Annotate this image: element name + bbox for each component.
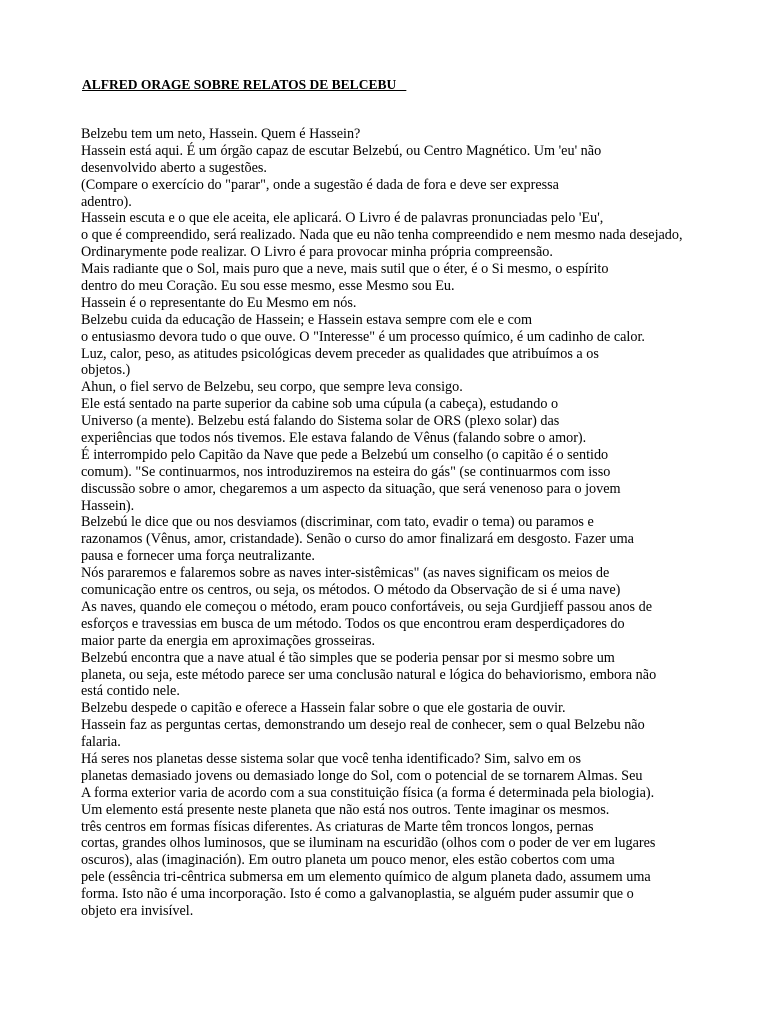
text-line: Ordinarymente pode realizar. O Livro é para provocar minha própria compreensão. [81,244,553,261]
text-line: Hassein escuta e o que ele aceita, ele aplicará. O Livro é de palavras pronunciadas pelo 'Eu', [81,210,604,227]
document-body [81,126,721,920]
text-line: comum). "Se continuarmos, nos introduziremos na esteira do gás" (se continuarmos com isso [81,463,611,480]
text-line: cortas, grandes olhos luminosos, que se iluminam na escuridão (olhos com o poder de ver em lugares [81,835,656,852]
text-line: Ele está sentado na parte superior da cabine sob uma cúpula (a cabeça), estudando o [81,396,559,413]
text-line: dentro do meu Coração. Eu sou esse mesmo, esse Mesmo sou Eu. [81,278,455,295]
text-line: comunicação entre os centros, ou seja, os métodos. O método da Observação de si é uma nave) [81,582,621,599]
text-line: (Compare o exercício do "parar", onde a sugestão é dada de fora e deve ser expressa [81,176,559,193]
text-line: falaria. [81,734,121,751]
text-line: Hassein faz as perguntas certas, demonstrando um desejo real de conhecer, sem o qual Belzebu não [81,717,645,734]
text-line: discussão sobre o amor, chegaremos a um aspecto da situação, que será venenoso para o jovem [81,480,621,497]
text-line: adentro). [81,193,132,210]
text-line: maior parte da energia em aproximações grosseiras. [81,632,376,649]
text-line: o entusiasmo devora tudo o que ouve. O "Interesse" é um processo químico, é um cadinho de calor. [81,328,645,345]
text-line: Luz, calor, peso, as atitudes psicológicas devem preceder as qualidades que atribuímos a os [81,345,599,362]
text-line: planetas demasiado jovens ou demasiado longe do Sol, com o potencial de se tornarem Almas. Seu [81,767,643,784]
text-line: o que é compreendido, será realizado. Nada que eu não tenha compreendido e nem mesmo nada desejado, [81,227,683,244]
text-line: forma. Isto não é uma incorporação. Isto é como a galvanoplastia, se alguém puder assumir que o [81,886,634,903]
text-line: A forma exterior varia de acordo com a sua constituição física (a forma é determinada pela biologia). [81,784,655,801]
document-title: ALFRED ORAGE SOBRE RELATOS DE BELCEBU [82,77,407,92]
text-line: Um elemento está presente neste planeta que não está nos outros. Tente imaginar os mesmos. [81,801,610,818]
text-line: Hassein). [81,497,135,514]
text-line: Universo (a mente). Belzebu está falando do Sistema solar de ORS (plexo solar) das [81,413,560,430]
text-line: Belzebu despede o capitão e oferece a Hassein falar sobre o que ele gostaria de ouvir. [81,700,566,717]
text-line: É interrompido pelo Capitão da Nave que pede a Belzebú um conselho (o capitão é o sentido [81,446,609,463]
text-line: pele (essência tri-cêntrica submersa em um elemento químico de algum planeta dado, assumem uma [81,869,651,886]
text-line: pausa e fornecer uma força neutralizante. [81,548,315,565]
text-line: Belzebú le dice que ou nos desviamos (discriminar, com tato, evadir o tema) ou paramos e [81,514,594,531]
text-line: Belzebú encontra que a nave atual é tão simples que se poderia pensar por si mesmo sobre um [81,649,615,666]
text-line: planeta, ou seja, este método parece ser uma conclusão natural e lógica do behaviorismo, embora não [81,666,657,683]
text-line: Belzebu tem um neto, Hassein. Quem é Hassein? [81,126,361,142]
text-line: Nós pararemos e falaremos sobre as naves inter-sistêmicas" (as naves significam os meios de [81,565,610,582]
text-line: Ahun, o fiel servo de Belzebu, seu corpo, que sempre leva consigo. [81,379,463,396]
text-line: objeto era invisível. [81,902,194,919]
text-line: está contido nele. [81,683,180,700]
text-line: desenvolvido aberto a sugestões. [81,159,267,176]
text-line: razonamos (Vênus, amor, cristandade). Senão o curso do amor finalizará em desgosto. Fazer uma [81,531,634,548]
text-line: As naves, quando ele começou o método, eram pouco confortáveis, ou seja Gurdjieff passou anos de [81,598,653,615]
text-line: Hassein está aqui. É um órgão capaz de escutar Belzebú, ou Centro Magnético. Um 'eu' não [81,142,602,159]
text-line: Hassein é o representante do Eu Mesmo em nós. [81,294,357,311]
text-line: objetos.) [81,362,131,379]
text-line: Belzebu cuida da educação de Hassein; e Hassein estava sempre com ele e com [81,311,533,328]
text-line: esforços e travessias em busca de um método. Todos os que encontrou eram desperdiçadores do [81,615,625,632]
text-line: oscuros), alas (imaginación). Em outro planeta um pouco menor, eles estão cobertos com uma [81,852,615,869]
text-line: experiências que todos nós tivemos. Ele estava falando de Vênus (falando sobre o amor). [81,430,587,447]
text-line: Há seres nos planetas desse sistema solar que você tenha identificado? Sim, salvo em os [81,750,581,767]
text-line: três centros em formas físicas diferentes. As criaturas de Marte têm troncos longos, pernas [81,818,594,835]
text-line: Mais radiante que o Sol, mais puro que a neve, mais sutil que o éter, é o Si mesmo, o espírito [81,261,609,278]
